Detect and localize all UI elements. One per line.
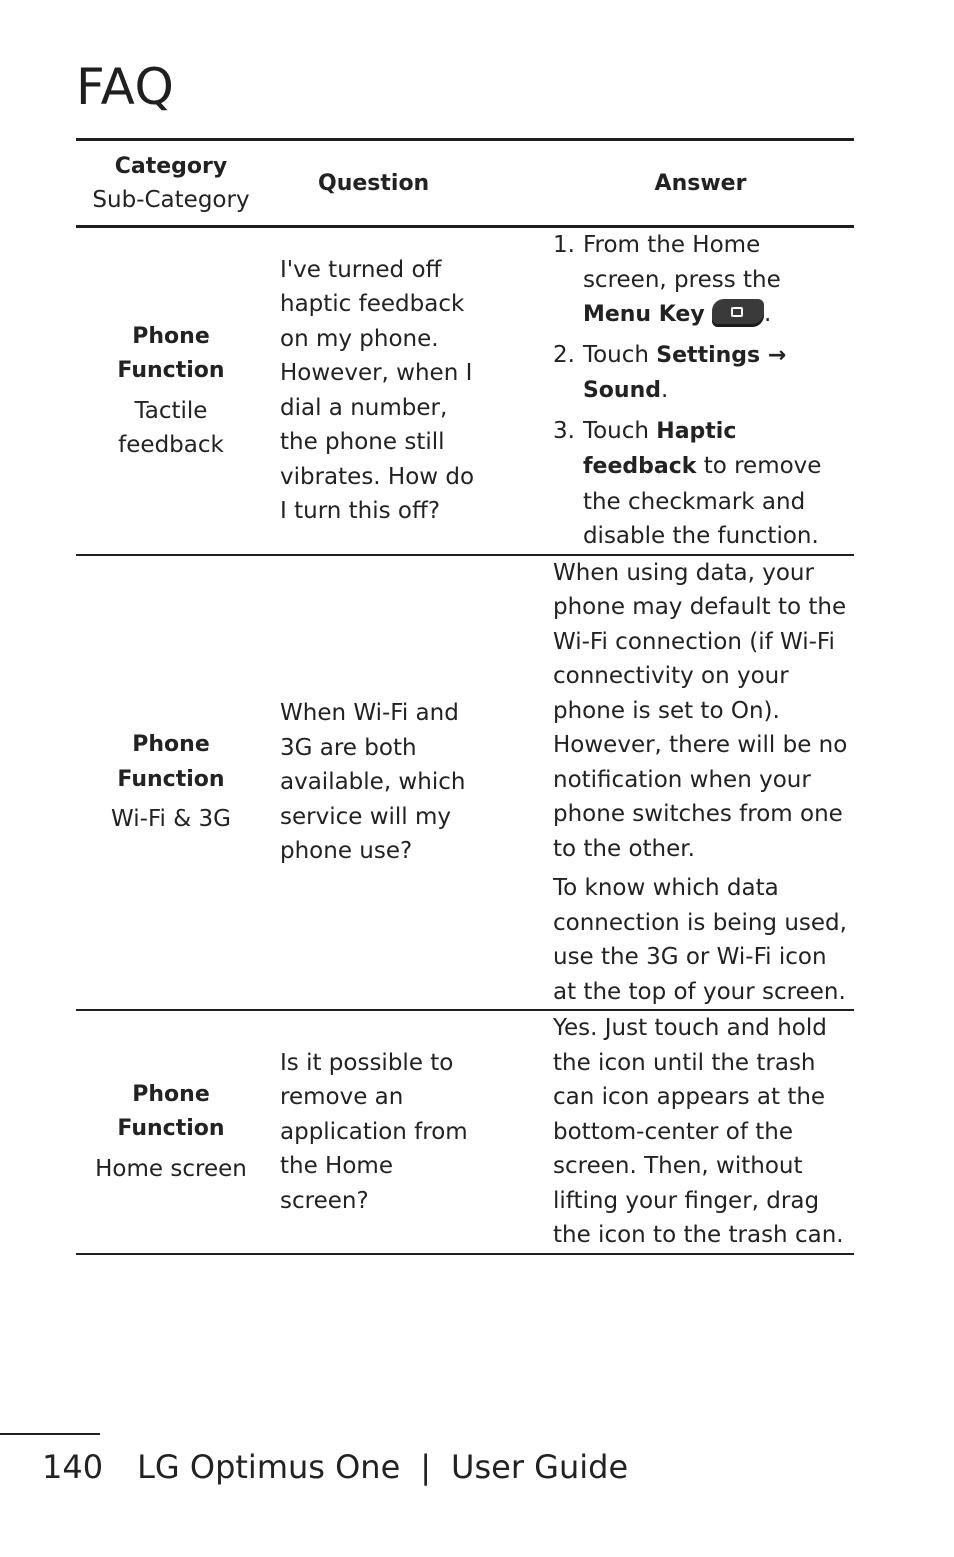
step-text-end: to remove the checkmark and disable the function. [582,453,822,549]
menu-key-label: Menu Key [582,302,705,327]
step-number: 1. [553,232,575,258]
footer-rule [0,1433,100,1435]
page-number: 140 [42,1448,104,1486]
step-text [583,228,848,333]
haptic-feedback-label: Haptic feedback [582,418,737,479]
footer [42,1448,628,1486]
header-sub-category-label: Sub-Category [92,186,250,213]
footer-separator: | [420,1448,432,1486]
row-category: Phone Function [117,323,225,384]
row-sub-category: Tactile feedback [118,397,224,458]
table-row [76,227,854,555]
answer-paragraph: When using data, your phone may default to the Wi-Fi connection (if Wi-Fi connectivity on your phone is set to On). However, there will be no notification when your phone switches from one to the other. [553,559,848,862]
row-question: Is it possible to remove an application from the Home screen? [280,1049,468,1214]
row-question-cell [266,227,539,555]
footer-product: LG Optimus One [137,1448,401,1486]
answer-steps [553,228,848,554]
answer-paragraph: To know which data connection is being used, use the 3G or Wi-Fi icon at the top of your screen. [553,875,847,1005]
table-row [76,1010,854,1254]
answer-paragraph: Yes. Just touch and hold the icon until the trash can icon appears at the bottom-center of the screen. Then, without lifting your finger, drag the icon to the trash can. [553,1015,844,1248]
row-answer-cell [539,227,854,555]
faq-table [76,138,854,1255]
row-answer-cell [539,555,854,1011]
row-category: Phone Function [117,1081,225,1142]
settings-label: Settings [656,342,761,368]
answer-step [553,338,848,409]
step-text-plain: Touch [582,417,657,444]
table-row [76,555,854,1011]
step-text-plain: Touch [582,341,657,368]
step-text [583,414,848,554]
row-category-cell [76,555,266,1011]
row-category-cell [76,227,266,555]
answer-step [553,414,848,554]
step-text-end: . [660,377,669,403]
row-category: Phone Function [117,732,225,792]
header-question: Question [318,170,430,196]
arrow-icon: → [760,342,787,368]
row-question-cell [266,555,539,1011]
row-question: I've turned off haptic feedback on my phone. However, when I dial a number, the phone still vibrates. How do I turn this off? [280,256,475,525]
header-category [76,140,266,227]
row-answer-cell [539,1010,854,1254]
step-text-end: . [764,301,772,327]
answer-step [553,228,848,333]
step-text [583,338,848,409]
header-answer: Answer [654,170,747,196]
step-number: 2. [553,341,575,368]
header-category-label: Category [114,153,228,179]
row-question: When Wi-Fi and 3G are both available, which service will my phone use? [280,700,466,864]
row-category-cell [76,1010,266,1254]
table-header-row [76,140,854,227]
footer-guide: User Guide [451,1448,629,1486]
row-question-cell [266,1010,539,1254]
sound-label: Sound [582,378,661,403]
row-sub-category: Home screen [95,1155,247,1182]
row-sub-category: Wi-Fi & 3G [111,806,231,833]
page-title: FAQ [76,58,175,116]
step-text-plain: From the Home screen, press the [582,232,781,293]
step-number: 3. [553,417,575,444]
menu-key-icon [712,299,764,327]
